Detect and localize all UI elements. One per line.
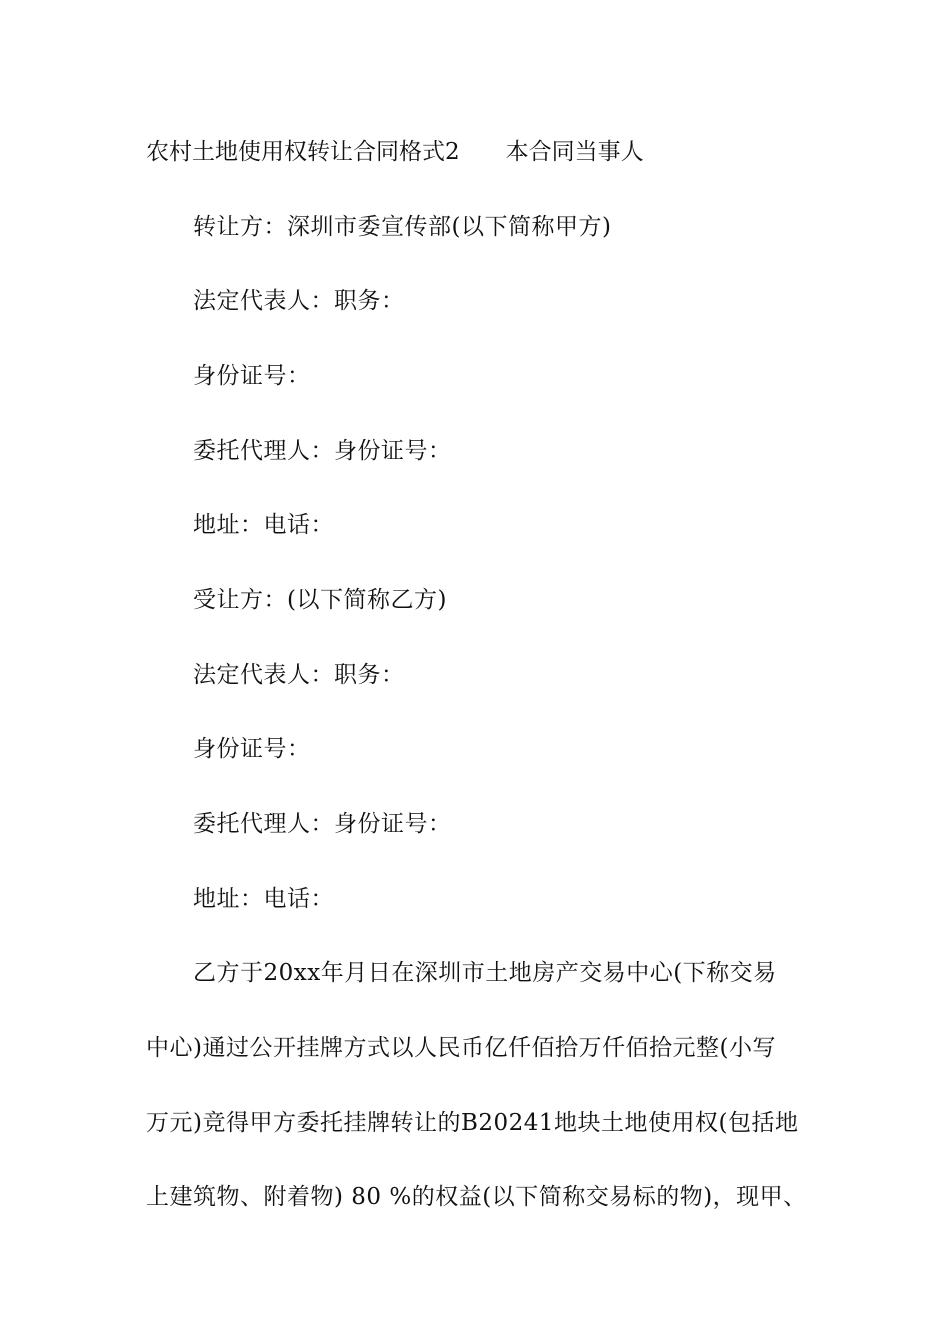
paragraph-line-1: 乙方于20xx年月日在深圳市土地房产交易中心(下称交易 (193, 960, 777, 986)
paragraph-line-3: 万元)竞得甲方委托挂牌转让的B20241地块土地使用权(包括地 (146, 1110, 799, 1136)
transferor-agent-line: 委托代理人：身份证号： (193, 438, 452, 464)
transferee-id-line: 身份证号： (193, 736, 311, 762)
title-text: 农村土地使用权转让合同格式2 (146, 139, 460, 165)
document-title (146, 137, 644, 167)
title-suffix-text: 本合同当事人 (505, 139, 644, 165)
transferor-address-line: 地址：电话： (193, 512, 334, 538)
paragraph-line-4: 上建筑物、附着物) 80 %的权益(以下简称交易标的物)，现甲、 (146, 1184, 807, 1210)
transferor-id-line: 身份证号： (193, 363, 311, 389)
transferee-agent-line: 委托代理人：身份证号： (193, 811, 452, 837)
transferor-legal-rep-line: 法定代表人：职务： (193, 288, 405, 314)
transferee-line: 受让方：(以下简称乙方) (193, 587, 447, 613)
transferor-line: 转让方：深圳市委宣传部(以下简称甲方) (193, 214, 612, 240)
paragraph-line-2: 中心)通过公开挂牌方式以人民币亿仟佰拾万仟佰拾元整(小写 (146, 1035, 776, 1061)
transferee-address-line: 地址：电话： (193, 886, 334, 912)
transferee-legal-rep-line: 法定代表人：职务： (193, 662, 405, 688)
